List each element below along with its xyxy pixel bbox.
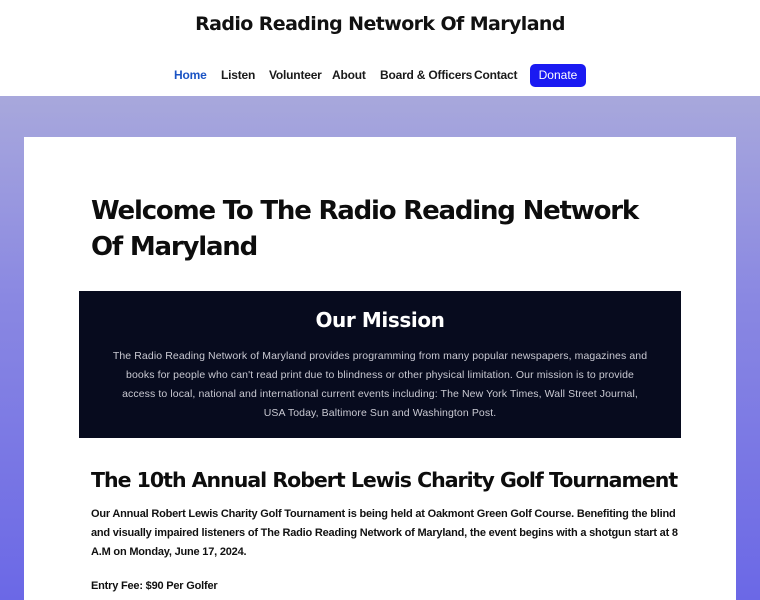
mission-section: [79, 291, 681, 438]
nav-item-listen[interactable]: Listen: [221, 68, 256, 82]
nav-item-volunteer[interactable]: Volunteer: [269, 68, 322, 82]
entry-fee-text: Entry Fee: $90 Per Golfer: [91, 580, 218, 592]
page-title: Welcome To The Radio Reading Network Of Maryland: [91, 196, 638, 262]
donate-button[interactable]: Donate: [530, 64, 586, 87]
mission-text: The Radio Reading Network of Maryland provides programming from many popular newspapers, magazines and books for people who can't read print due to blindness or other physical limitation. Our mission is to provide access to local, national and international current events including: The New York Times, Wall Street Journal, USA Today, Baltimore Sun and Washington Post.: [112, 350, 648, 419]
nav-item-board-officers[interactable]: Board & Officers: [380, 68, 473, 82]
site-title[interactable]: Radio Reading Network Of Maryland: [195, 13, 565, 35]
main-nav: [0, 64, 760, 88]
golf-tournament-heading: The 10th Annual Robert Lewis Charity Golf Tournament: [91, 468, 678, 492]
nav-item-home[interactable]: Home: [174, 68, 207, 82]
golf-tournament-text: Our Annual Robert Lewis Charity Golf Tournament is being held at Oakmont Green Golf Course. Benefiting the blind and visually impaired listeners of The Radio Reading Network of Maryland, the event begins with a shotgun start at 8 A.M on Monday, June 17, 2024.: [91, 508, 678, 558]
mission-heading: Our Mission: [315, 308, 445, 332]
nav-item-contact[interactable]: Contact: [474, 68, 518, 82]
nav-item-about[interactable]: About: [332, 68, 366, 82]
content-card: [24, 137, 736, 600]
site-header: [0, 0, 760, 96]
